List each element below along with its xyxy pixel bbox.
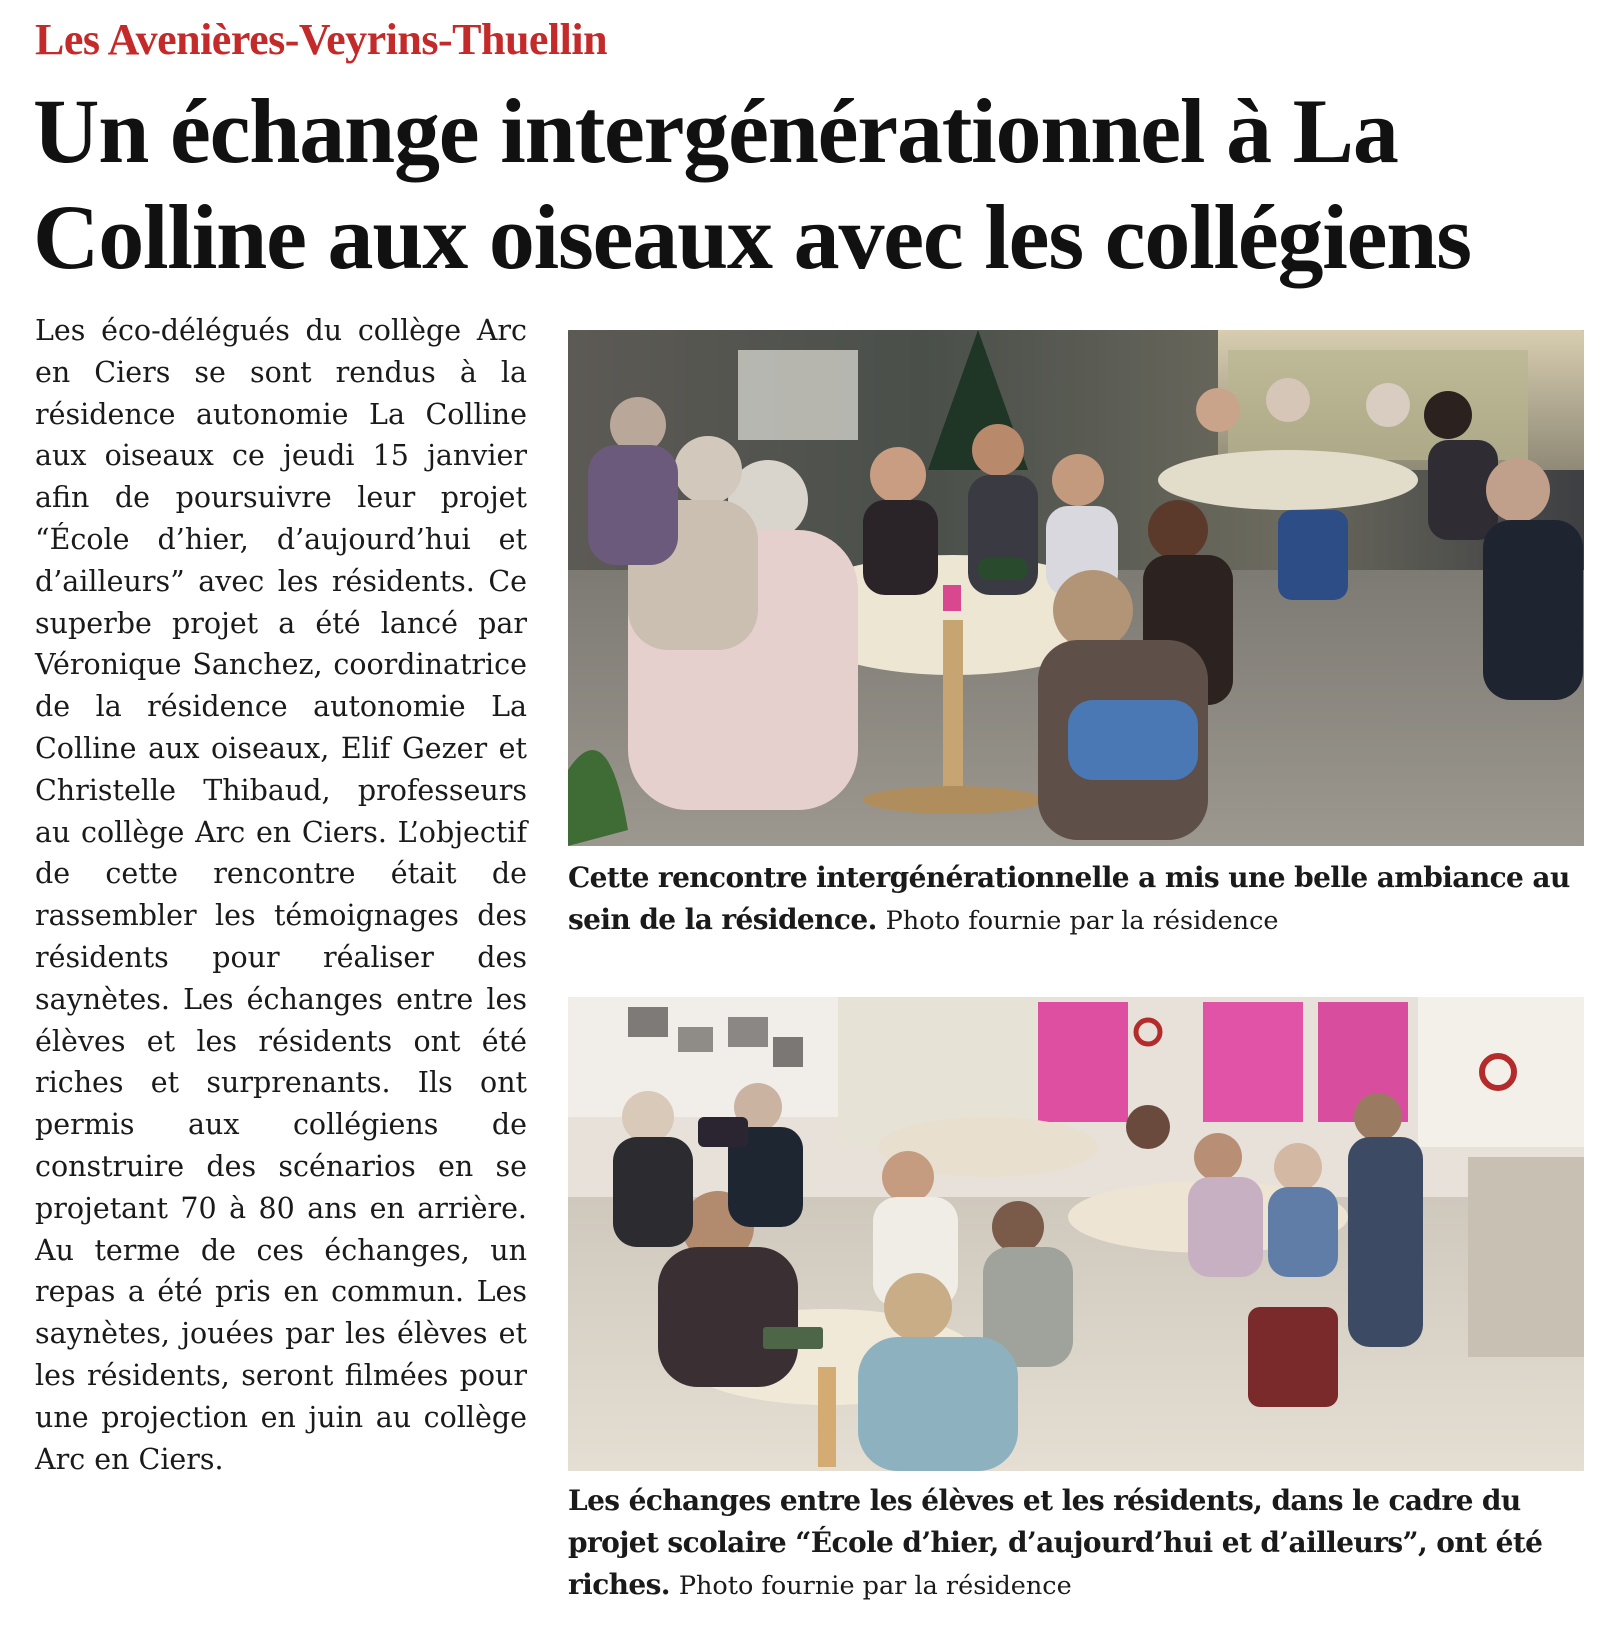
photo-1 — [568, 330, 1584, 846]
photo-1-caption — [568, 857, 1608, 942]
photo-2-credit: Photo fournie par la résidence — [678, 1571, 1072, 1601]
article-body: Les éco-délégués du collège Arc en Ciers se sont rendus à la résidence autonomie La Colline aux oiseaux ce jeudi 15 janvier afin de poursuivre leur projet “École d’hier, d’aujourd’hui et d’ailleurs” avec les résidents. Ce superbe projet a été lancé par Véronique Sanchez, coordinatrice de la résidence autonomie La Colline aux oiseaux, Elif Gezer et Christelle Thibaud, professeurs au collège Arc en Ciers. L’objectif de cette rencontre était de rassembler les témoignages des résidents pour réaliser des saynètes. Les échanges entre les élèves et les résidents ont été riches et surprenants. Ils ont permis aux collégiens de construire des scénarios en se projetant 70 à 80 ans en arrière. Au terme de ces échanges, un repas a été pris en commun. Les saynètes, jouées par les élèves et les résidents, seront filmées pour une projection en juin au collège Arc en Ciers. — [35, 314, 527, 1476]
article-headline: Un échange intergénérationnel à La Colline aux oiseaux avec les collégiens — [33, 80, 1471, 288]
photo-2-caption-text: Les échanges entre les élèves et les résidents, dans le cadre du projet scolaire “École d’hier, d’aujourd’hui et d’ailleurs”, ont été riches. — [568, 1484, 1543, 1601]
section-kicker: Les Avenières-Veyrins-Thuellin — [35, 15, 608, 64]
photo-2-image — [568, 997, 1584, 1471]
photo-1-credit: Photo fournie par la résidence — [885, 906, 1279, 936]
photo-2 — [568, 997, 1584, 1471]
photo-1-caption-text: Cette rencontre intergénérationnelle a mis une belle ambiance au sein de la résidence. — [568, 861, 1570, 936]
photo-2-caption — [568, 1480, 1608, 1607]
photo-1-image — [568, 330, 1584, 846]
